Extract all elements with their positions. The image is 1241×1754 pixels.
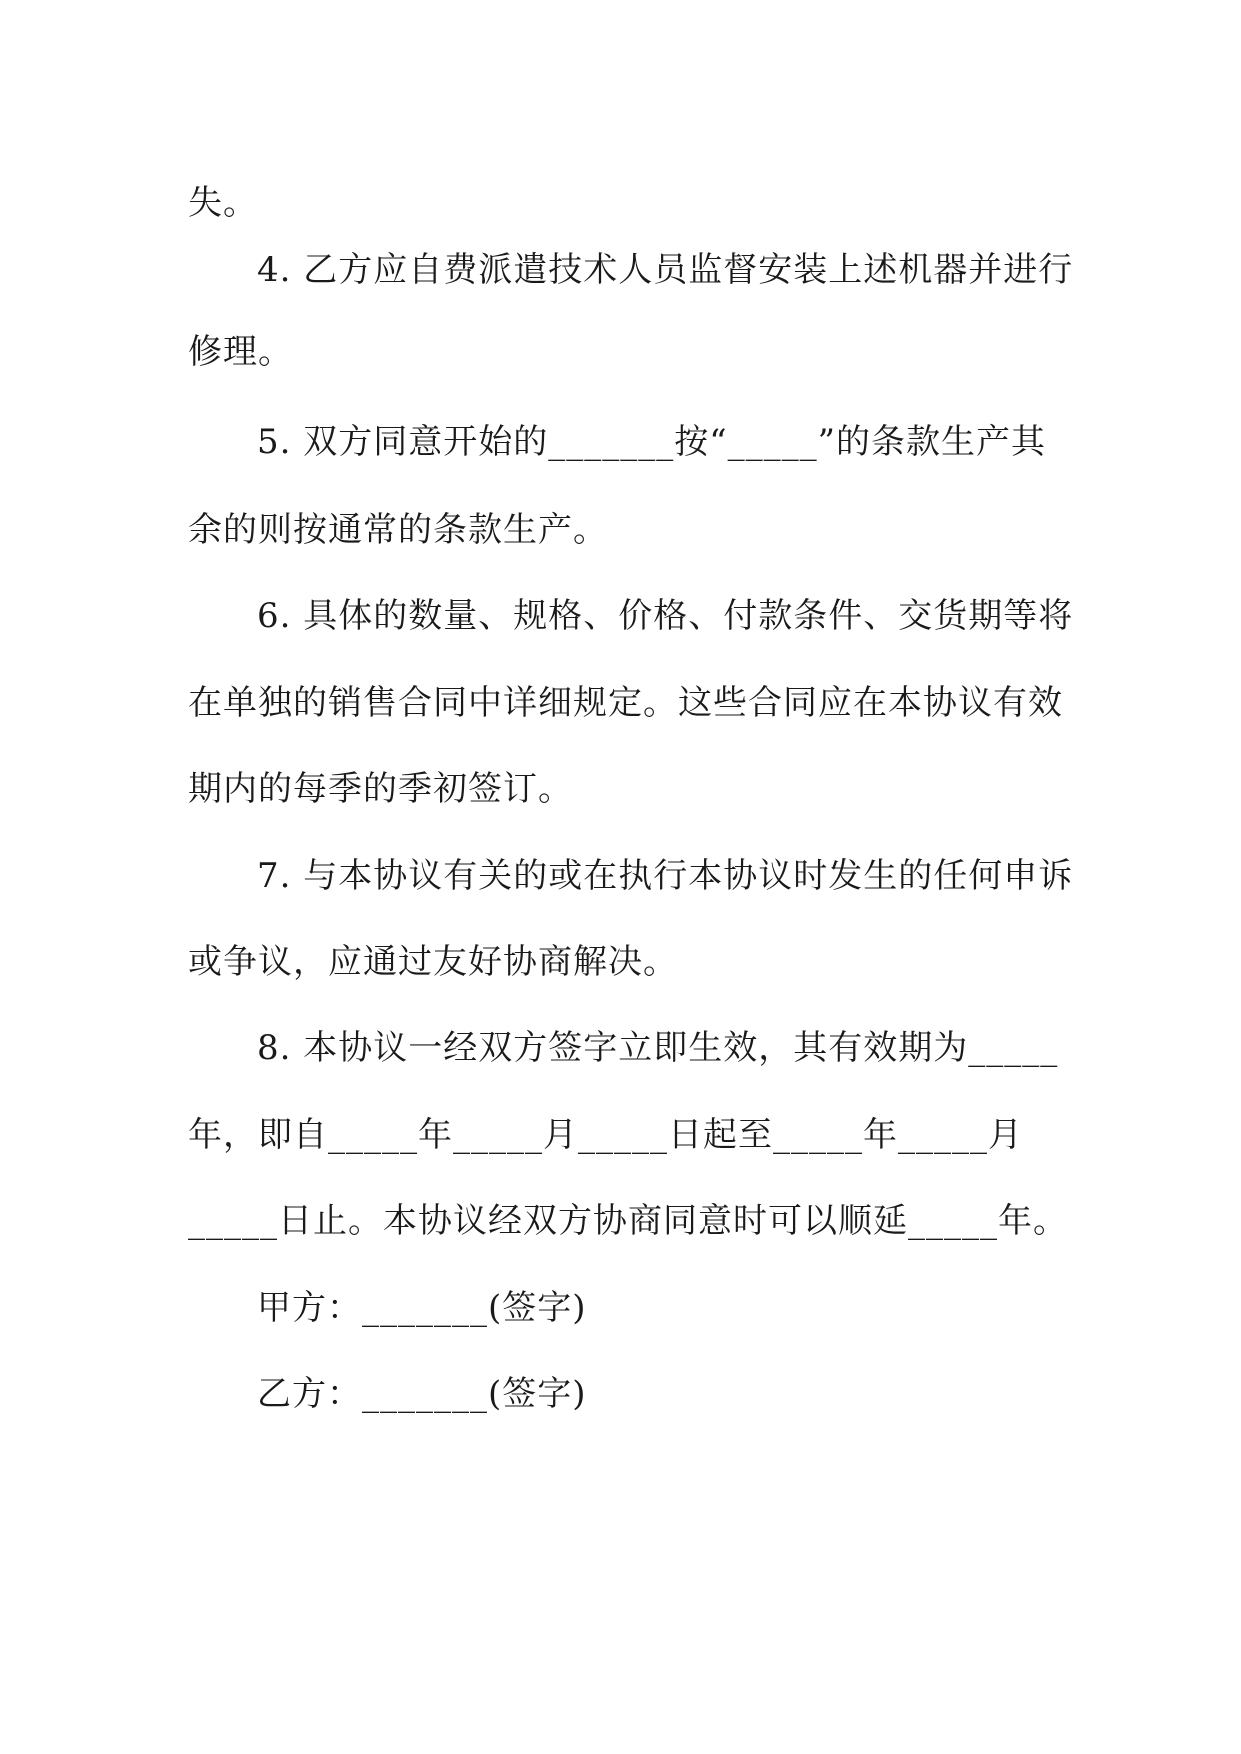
- clause-8-line-1: 8. 本协议一经双方签字立即生效，其有效期为_____: [257, 1028, 1059, 1068]
- clause-8-line-3: _____日止。本协议经双方协商同意时可以顺延_____年。: [188, 1201, 1068, 1241]
- party-b-signature-line: 乙方：_______(签字): [257, 1374, 587, 1414]
- clause-6-line-3: 期内的每季的季初签订。: [188, 769, 573, 809]
- clause-6-line-2: 在单独的销售合同中详细规定。这些合同应在本协议有效: [188, 683, 1063, 723]
- clause-5-line-2: 余的则按通常的条款生产。: [188, 510, 608, 550]
- clause-7-line-2: 或争议，应通过友好协商解决。: [188, 942, 678, 982]
- clause-7-line-1: 7. 与本协议有关的或在执行本协议时发生的任何申诉: [257, 856, 1074, 896]
- text-line-continuation-3: 失。: [188, 183, 258, 223]
- clause-4-line-2: 修理。: [188, 332, 293, 372]
- clause-8-line-2: 年，即自_____年_____月_____日起至_____年_____月: [188, 1115, 1023, 1155]
- clause-6-line-1: 6. 具体的数量、规格、价格、付款条件、交货期等将: [257, 596, 1074, 636]
- party-a-signature-line: 甲方：_______(签字): [257, 1288, 587, 1328]
- clause-4-line-1: 4. 乙方应自费派遣技术人员监督安装上述机器并进行: [257, 250, 1074, 290]
- clause-5-line-1: 5. 双方同意开始的_______按“_____”的条款生产其: [257, 422, 1047, 462]
